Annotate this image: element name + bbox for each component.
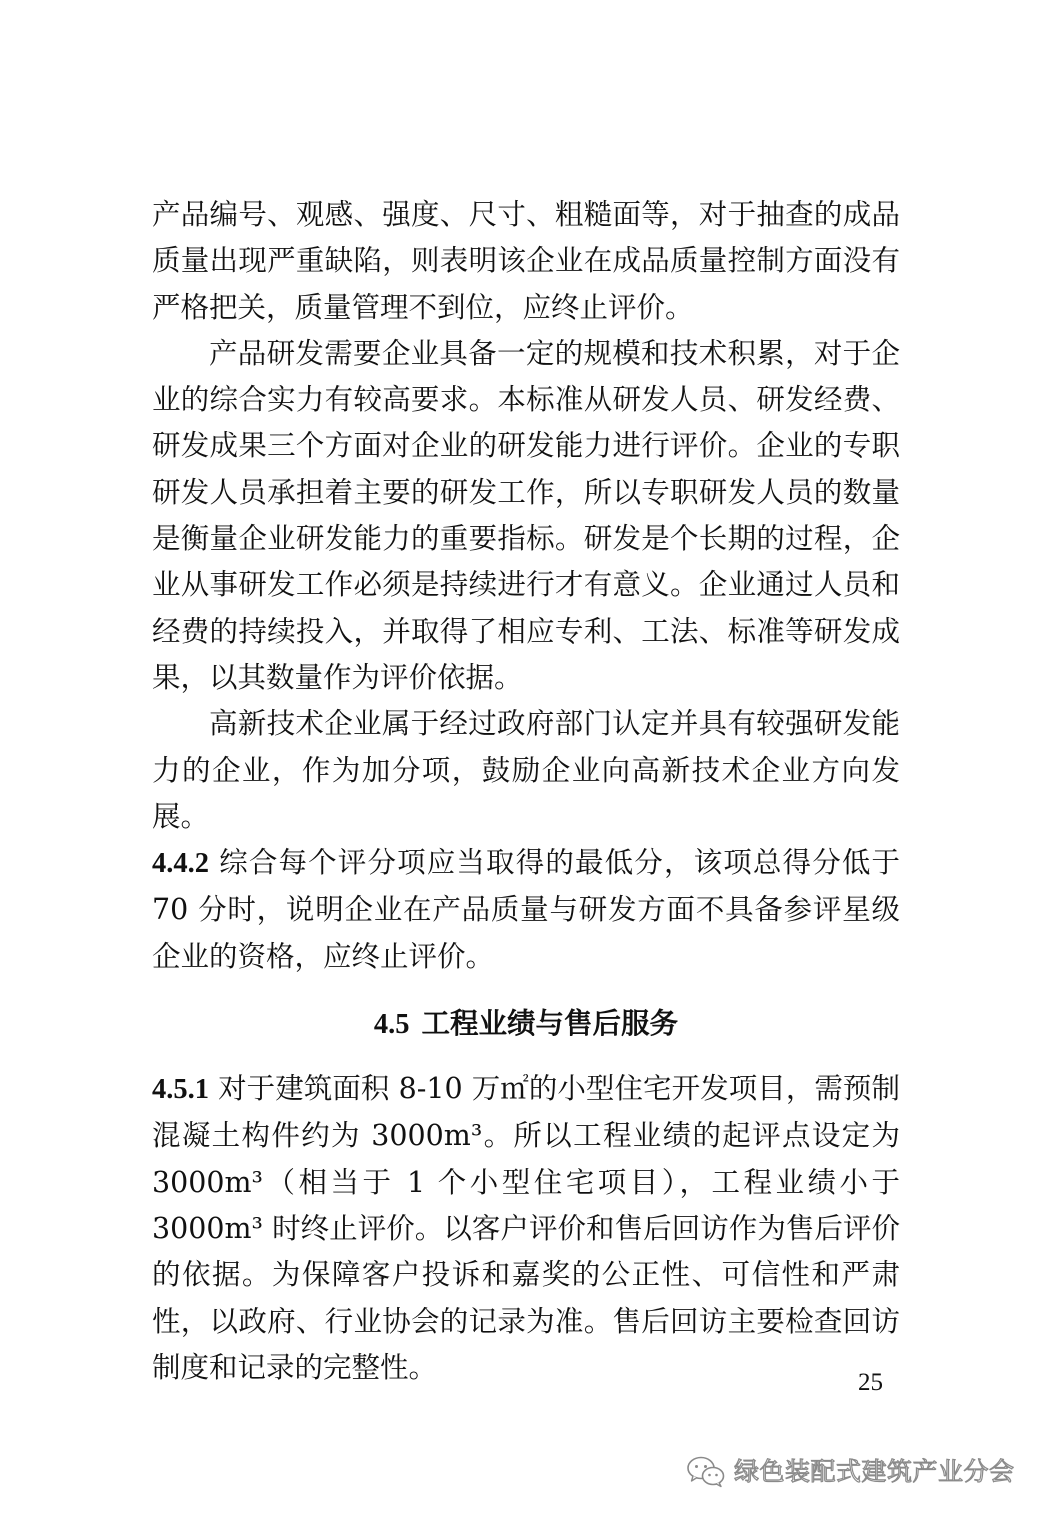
paragraph-quality-defects: 产品编号、观感、强度、尺寸、粗糙面等，对于抽查的成品质量出现严重缺陷，则表明该企业在成品质量控制方面没有严格把关，质量管理不到位，应终止评价。 xyxy=(152,198,900,324)
page-number: 25 xyxy=(858,1369,883,1396)
paragraph-rd-capability: 产品研发需要企业具备一定的规模和技术积累，对于企业的综合实力有较高要求。本标准从研发人员、研发经费、研发成果三个方面对企业的研发能力进行评价。企业的专职研发人员承担着主要的研发工作，所以专职研发人员的数量是衡量企业研发能力的重要指标。研发是个长期的过程，企业从事研发工作必须是持续进行才有意义。企业通过人员和经费的持续投入，并取得了相应专利、工法、标准等研发成果，以其数量作为评价依据。 xyxy=(152,336,900,694)
wechat-icon xyxy=(686,1455,726,1489)
watermark-footer xyxy=(686,1455,1015,1489)
section-number-4-5: 4.5 xyxy=(373,1009,410,1041)
clause-4-4-2 xyxy=(152,840,900,980)
clause-number-4-4-2: 4.4.2 xyxy=(152,848,209,880)
paragraph-high-tech-enterprise: 高新技术企业属于经过政府部门认定并具有较强研发能力的企业，作为加分项，鼓励企业向高新技术企业方向发展。 xyxy=(152,707,900,833)
clause-number-4-5-1: 4.5.1 xyxy=(152,1074,209,1106)
clause-text-4-5-1: 对于建筑面积 8-10 万㎡的小型住宅开发项目，需预制混凝土构件约为 3000m³。所以工程业绩的起评点设定为 3000m³（相当于 1 个小型住宅项目），工程业绩小于 3000m³ 时终止评价。以客户评价和售后回访作为售后评价的依据。为保障客户投诉和嘉奖的公正性、可信性和严肃性，以政府、行业协会的记录为准。售后回访主要检查回访制度和记录的完整性。 xyxy=(152,1072,900,1384)
body-text xyxy=(152,192,900,1391)
section-heading-4-5 xyxy=(152,1000,900,1048)
watermark-text: 绿色装配式建筑产业分会 xyxy=(734,1457,1015,1486)
clause-text-4-4-2: 综合每个评分项应当取得的最低分，该项总得分低于 70 分时，说明企业在产品质量与研发方面不具备参评星级企业的资格，应终止评价。 xyxy=(152,846,900,973)
section-title-4-5: 工程业绩与售后服务 xyxy=(421,1006,679,1041)
clause-4-5-1 xyxy=(152,1066,900,1391)
